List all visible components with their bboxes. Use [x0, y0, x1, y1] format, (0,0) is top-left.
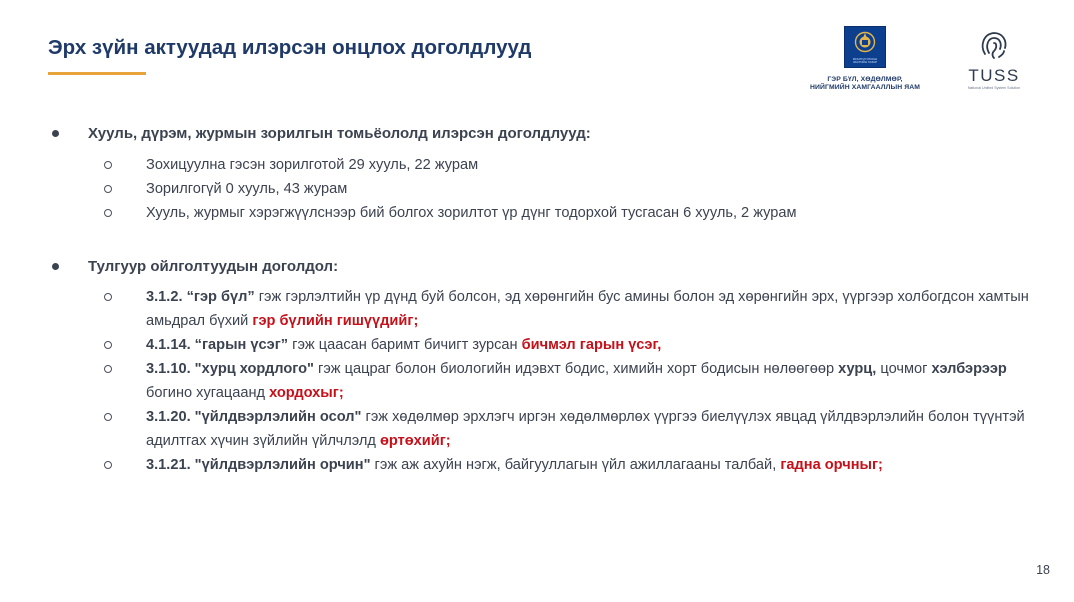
definition-body: гэж хөдөлмөр эрхлэгч иргэн хөдөлмөрлөх үүргээ биелүүлэх явцад үйлдвэрлэлийн болон түүнтэй адилтгах хүчин зүйлийн үйлчлэлд — [146, 409, 1025, 449]
definition-code: 3.1.21. "үйлдвэрлэлийн орчин" — [146, 457, 371, 473]
definition-body: гэж цацраг болон биологийн идэвхт бодис, химийн хорт бодисын нөлөөгөөр — [313, 361, 839, 377]
circle-bullet-icon — [104, 461, 112, 469]
bullet-icon — [52, 130, 59, 137]
definition-item — [52, 285, 1052, 333]
list-item-text: Зохицуулна гэсэн зорилготой 29 хууль, 22 журам — [146, 157, 479, 173]
title-underline — [48, 72, 146, 75]
circle-bullet-icon — [104, 365, 112, 373]
page-number: 18 — [1036, 563, 1050, 577]
ministry-name-line1: ГЭР БҮЛ, ХӨДӨЛМӨР, — [827, 76, 903, 83]
definition-body: гэж гэрлэлтийн үр дүнд буй болсон, эд хөрөнгийн бус амины болон эд хөрөнгийн эрх, үүргээр холбогдсон хамтын амьдрал бүхий — [146, 289, 1029, 329]
definition-text — [146, 405, 1041, 453]
definition-bold: хурц, — [838, 361, 877, 377]
emblem-caption: МОНГОЛ УЛСЫН ЗАСГИЙН ГАЗАР — [852, 56, 878, 64]
definition-highlight: гадна орчныг; — [780, 457, 883, 473]
definition-highlight: хордохыг; — [269, 385, 344, 401]
ministry-logo — [806, 26, 924, 92]
ministry-name — [806, 76, 924, 92]
circle-bullet-icon — [104, 209, 112, 217]
definition-body: гэж аж ахуйн нэгж, байгууллагын үйл ажиллагааны талбай, — [370, 457, 781, 473]
definition-highlight: өртөхийг; — [379, 433, 451, 449]
definition-code: 3.1.20. "үйлдвэрлэлийн осол" — [146, 409, 362, 425]
list-item-text: Зорилгогүй 0 хууль, 43 журам — [146, 181, 348, 197]
definition-code: 3.1.10. "хурц хордлого" — [146, 361, 314, 377]
page-title: Эрх зүйн актуудад илэрсэн онцлох доголдлууд — [48, 36, 532, 59]
definition-text — [146, 333, 1041, 357]
definition-body: богино хугацаанд — [146, 385, 270, 401]
circle-bullet-icon — [104, 413, 112, 421]
tuss-logo — [962, 26, 1026, 90]
list-item — [52, 201, 1052, 225]
tuss-fingerprint-icon — [975, 26, 1013, 64]
definition-code: 3.1.2. “гэр бүл” — [146, 289, 255, 305]
circle-bullet-icon — [104, 293, 112, 301]
definition-item — [52, 333, 1052, 357]
bullet-icon — [52, 263, 59, 270]
section-heading — [52, 122, 1052, 144]
definition-code: 4.1.14. “гарын үсэг” — [146, 337, 289, 353]
definition-bold: хэлбэрээр — [931, 361, 1007, 377]
definition-text — [146, 453, 1041, 477]
ministry-name-line2: НИЙГМИЙН ХАМГААЛЛЫН ЯАМ — [810, 84, 920, 91]
definition-highlight: бичмэл гарын үсэг, — [521, 337, 662, 353]
section-heading-text: Тулгуур ойлголтуудын доголдол: — [88, 257, 339, 275]
circle-bullet-icon — [104, 185, 112, 193]
definition-highlight: гэр бүлийн гишүүдийг; — [252, 313, 419, 329]
definition-text — [146, 357, 1041, 405]
section-heading-text: Хууль, дүрэм, журмын зорилгын томьёололд илэрсэн доголдлууд: — [88, 124, 591, 142]
list-item-text: Хууль, журмыг хэрэгжүүлснээр бий болгох зорилтот үр дүнг тодорхой тусгасан 6 хууль, 2 журам — [146, 205, 797, 221]
definition-item — [52, 405, 1052, 453]
tuss-wordmark: TUSS — [968, 66, 1020, 85]
section-core-concepts — [52, 255, 1052, 477]
definition-item — [52, 357, 1052, 405]
tuss-tagline: National Unified System Solution — [967, 86, 1021, 90]
list-item — [52, 153, 1052, 177]
list-item — [52, 177, 1052, 201]
circle-bullet-icon — [104, 161, 112, 169]
state-emblem-icon — [844, 26, 886, 68]
definition-text — [146, 285, 1041, 333]
definition-body: цочмог — [876, 361, 932, 377]
definition-item — [52, 453, 1052, 477]
section-regulation-goals — [52, 122, 1052, 225]
circle-bullet-icon — [104, 341, 112, 349]
section-heading — [52, 255, 1052, 277]
definition-body: гэж цаасан баримт бичигт зурсан — [288, 337, 522, 353]
